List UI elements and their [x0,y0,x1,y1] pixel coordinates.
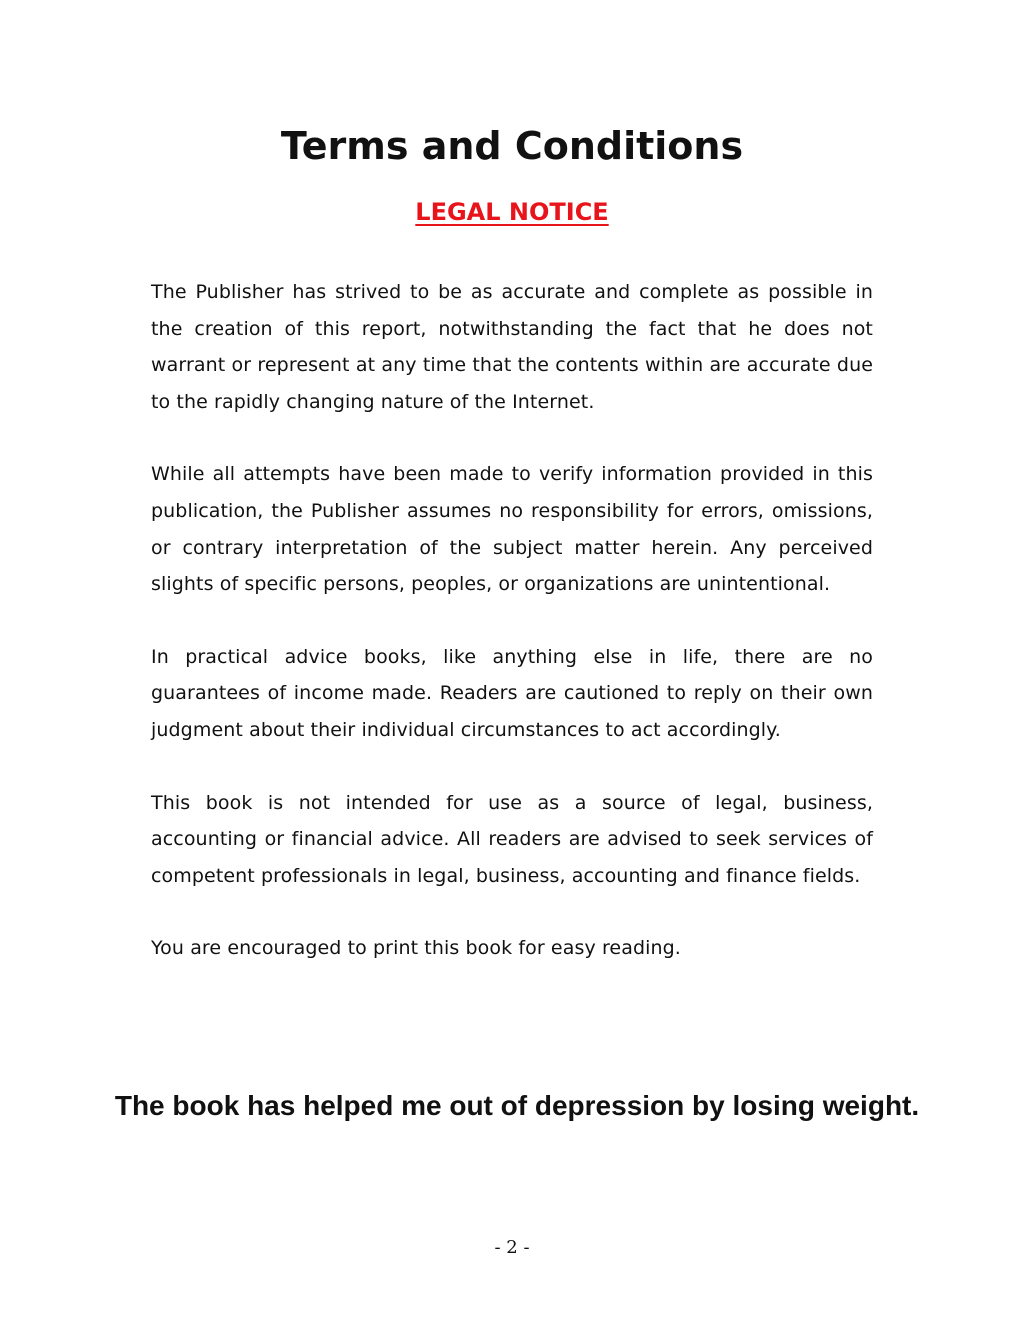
legal-notice-heading: LEGAL NOTICE [415,198,609,226]
body-text [151,274,873,1003]
page-title: Terms and Conditions [280,124,744,168]
paragraph-advice: This book is not intended for use as a source of legal, business, accounting or financial advice. All readers are advised to seek services of competent professionals in legal, business, accounting and finance fields. [151,791,873,887]
paragraph-print: You are encouraged to print this book for easy reading. [151,937,681,960]
paragraph-income: In practical advice books, like anything else in life, there are no guarantees of income made. Readers are cautioned to reply on their own judgment about their individual circumstances to act accordingly. [151,645,873,741]
tagline: The book has helped me out of depression by losing weight. [114,1090,920,1121]
paragraph-responsibility: While all attempts have been made to verify information provided in this publication, the Publisher assumes no responsibility for errors, omissions, or contrary interpretation of the subject matter herein. Any perceived slights of specific persons, peoples, or organizations are unintentional. [151,463,873,596]
page-number: - 2 - [494,1237,530,1258]
paragraph-accuracy: The Publisher has strived to be as accurate and complete as possible in the creation of this report, notwithstanding the fact that he does not warrant or represent at any time that the contents within are accurate due to the rapidly changing nature of the Internet. [151,281,873,413]
